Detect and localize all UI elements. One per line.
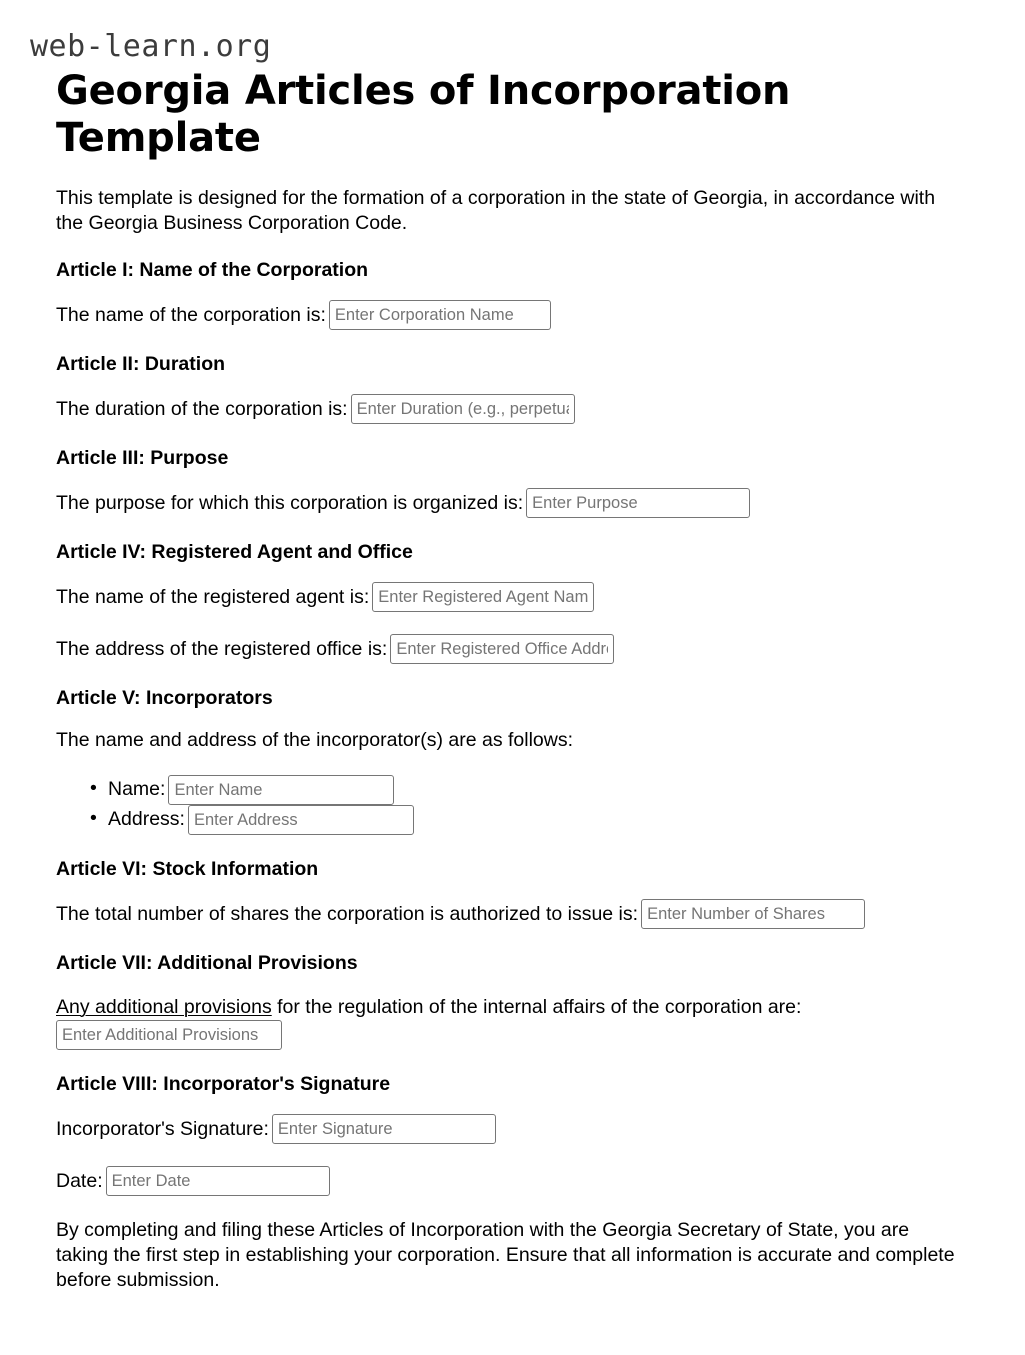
article-6-heading: Article VI: Stock Information: [56, 858, 319, 880]
article-4-agent-row: [56, 582, 969, 612]
registered-agent-label: The name of the registered agent is:: [56, 586, 370, 608]
incorporator-list: [56, 775, 969, 835]
signature-input[interactable]: [272, 1114, 496, 1144]
article-3-heading: Article III: Purpose: [56, 447, 229, 469]
article-1-heading: Article I: Name of the Corporation: [56, 259, 369, 281]
duration-label: The duration of the corporation is:: [56, 398, 348, 420]
additional-provisions-input[interactable]: [56, 1020, 282, 1050]
incorporator-name-label: Name:: [108, 778, 166, 801]
registered-agent-input[interactable]: [372, 582, 594, 612]
list-item-address: [108, 805, 969, 835]
date-input[interactable]: [106, 1166, 330, 1196]
registered-office-label: The address of the registered office is:: [56, 638, 388, 660]
article-2-heading: Article II: Duration: [56, 353, 226, 375]
additional-provisions-rest-text: for the regulation of the internal affairs of the corporation are:: [271, 996, 802, 1018]
article-5-heading: Article V: Incorporators: [56, 687, 273, 709]
article-8-date-row: [56, 1166, 969, 1196]
date-label: Date:: [56, 1170, 103, 1192]
article-4-heading: Article IV: Registered Agent and Office: [56, 541, 413, 563]
article-7-block: [56, 993, 969, 1050]
duration-input[interactable]: [351, 394, 575, 424]
article-8-heading: Article VIII: Incorporator's Signature: [56, 1073, 391, 1095]
intro-paragraph: This template is designed for the formation of a corporation in the state of Georgia, in accordance with the Georgia Business Corporation Code.: [56, 187, 936, 234]
additional-provisions-underlined-text: Any additional provisions: [56, 996, 272, 1018]
article-2-field-row: [56, 394, 969, 424]
site-brand: web-learn.org: [30, 29, 272, 64]
article-7-heading: Article VII: Additional Provisions: [56, 952, 358, 974]
shares-input[interactable]: [641, 899, 865, 929]
purpose-input[interactable]: [526, 488, 750, 518]
article-4-office-row: [56, 634, 969, 664]
incorporator-address-input[interactable]: [188, 805, 414, 835]
purpose-label: The purpose for which this corporation is organized is:: [56, 492, 524, 514]
signature-label: Incorporator's Signature:: [56, 1118, 269, 1140]
article-8-signature-row: [56, 1114, 969, 1144]
article-6-field-row: [56, 899, 969, 929]
additional-provisions-input-line: [56, 1020, 969, 1050]
corporation-name-input[interactable]: [329, 300, 551, 330]
incorporators-lead: The name and address of the incorporator(s) are as follows:: [56, 729, 574, 751]
incorporator-name-input[interactable]: [168, 775, 394, 805]
shares-label: The total number of shares the corporation is authorized to issue is:: [56, 903, 639, 925]
registered-office-input[interactable]: [390, 634, 614, 664]
article-3-field-row: [56, 488, 969, 518]
article-1-field-row: [56, 300, 969, 330]
list-item-name: [108, 775, 969, 805]
page-title: Georgia Articles of Incorporation Template: [56, 68, 791, 161]
corporation-name-label: The name of the corporation is:: [56, 304, 326, 326]
incorporator-address-label: Address:: [108, 808, 185, 831]
additional-provisions-lead: [56, 993, 969, 1021]
closing-paragraph: By completing and filing these Articles of Incorporation with the Georgia Secretary of State, you are taking the first step in establishing your corporation. Ensure that all information is accurate and complete before submission.: [56, 1219, 955, 1291]
